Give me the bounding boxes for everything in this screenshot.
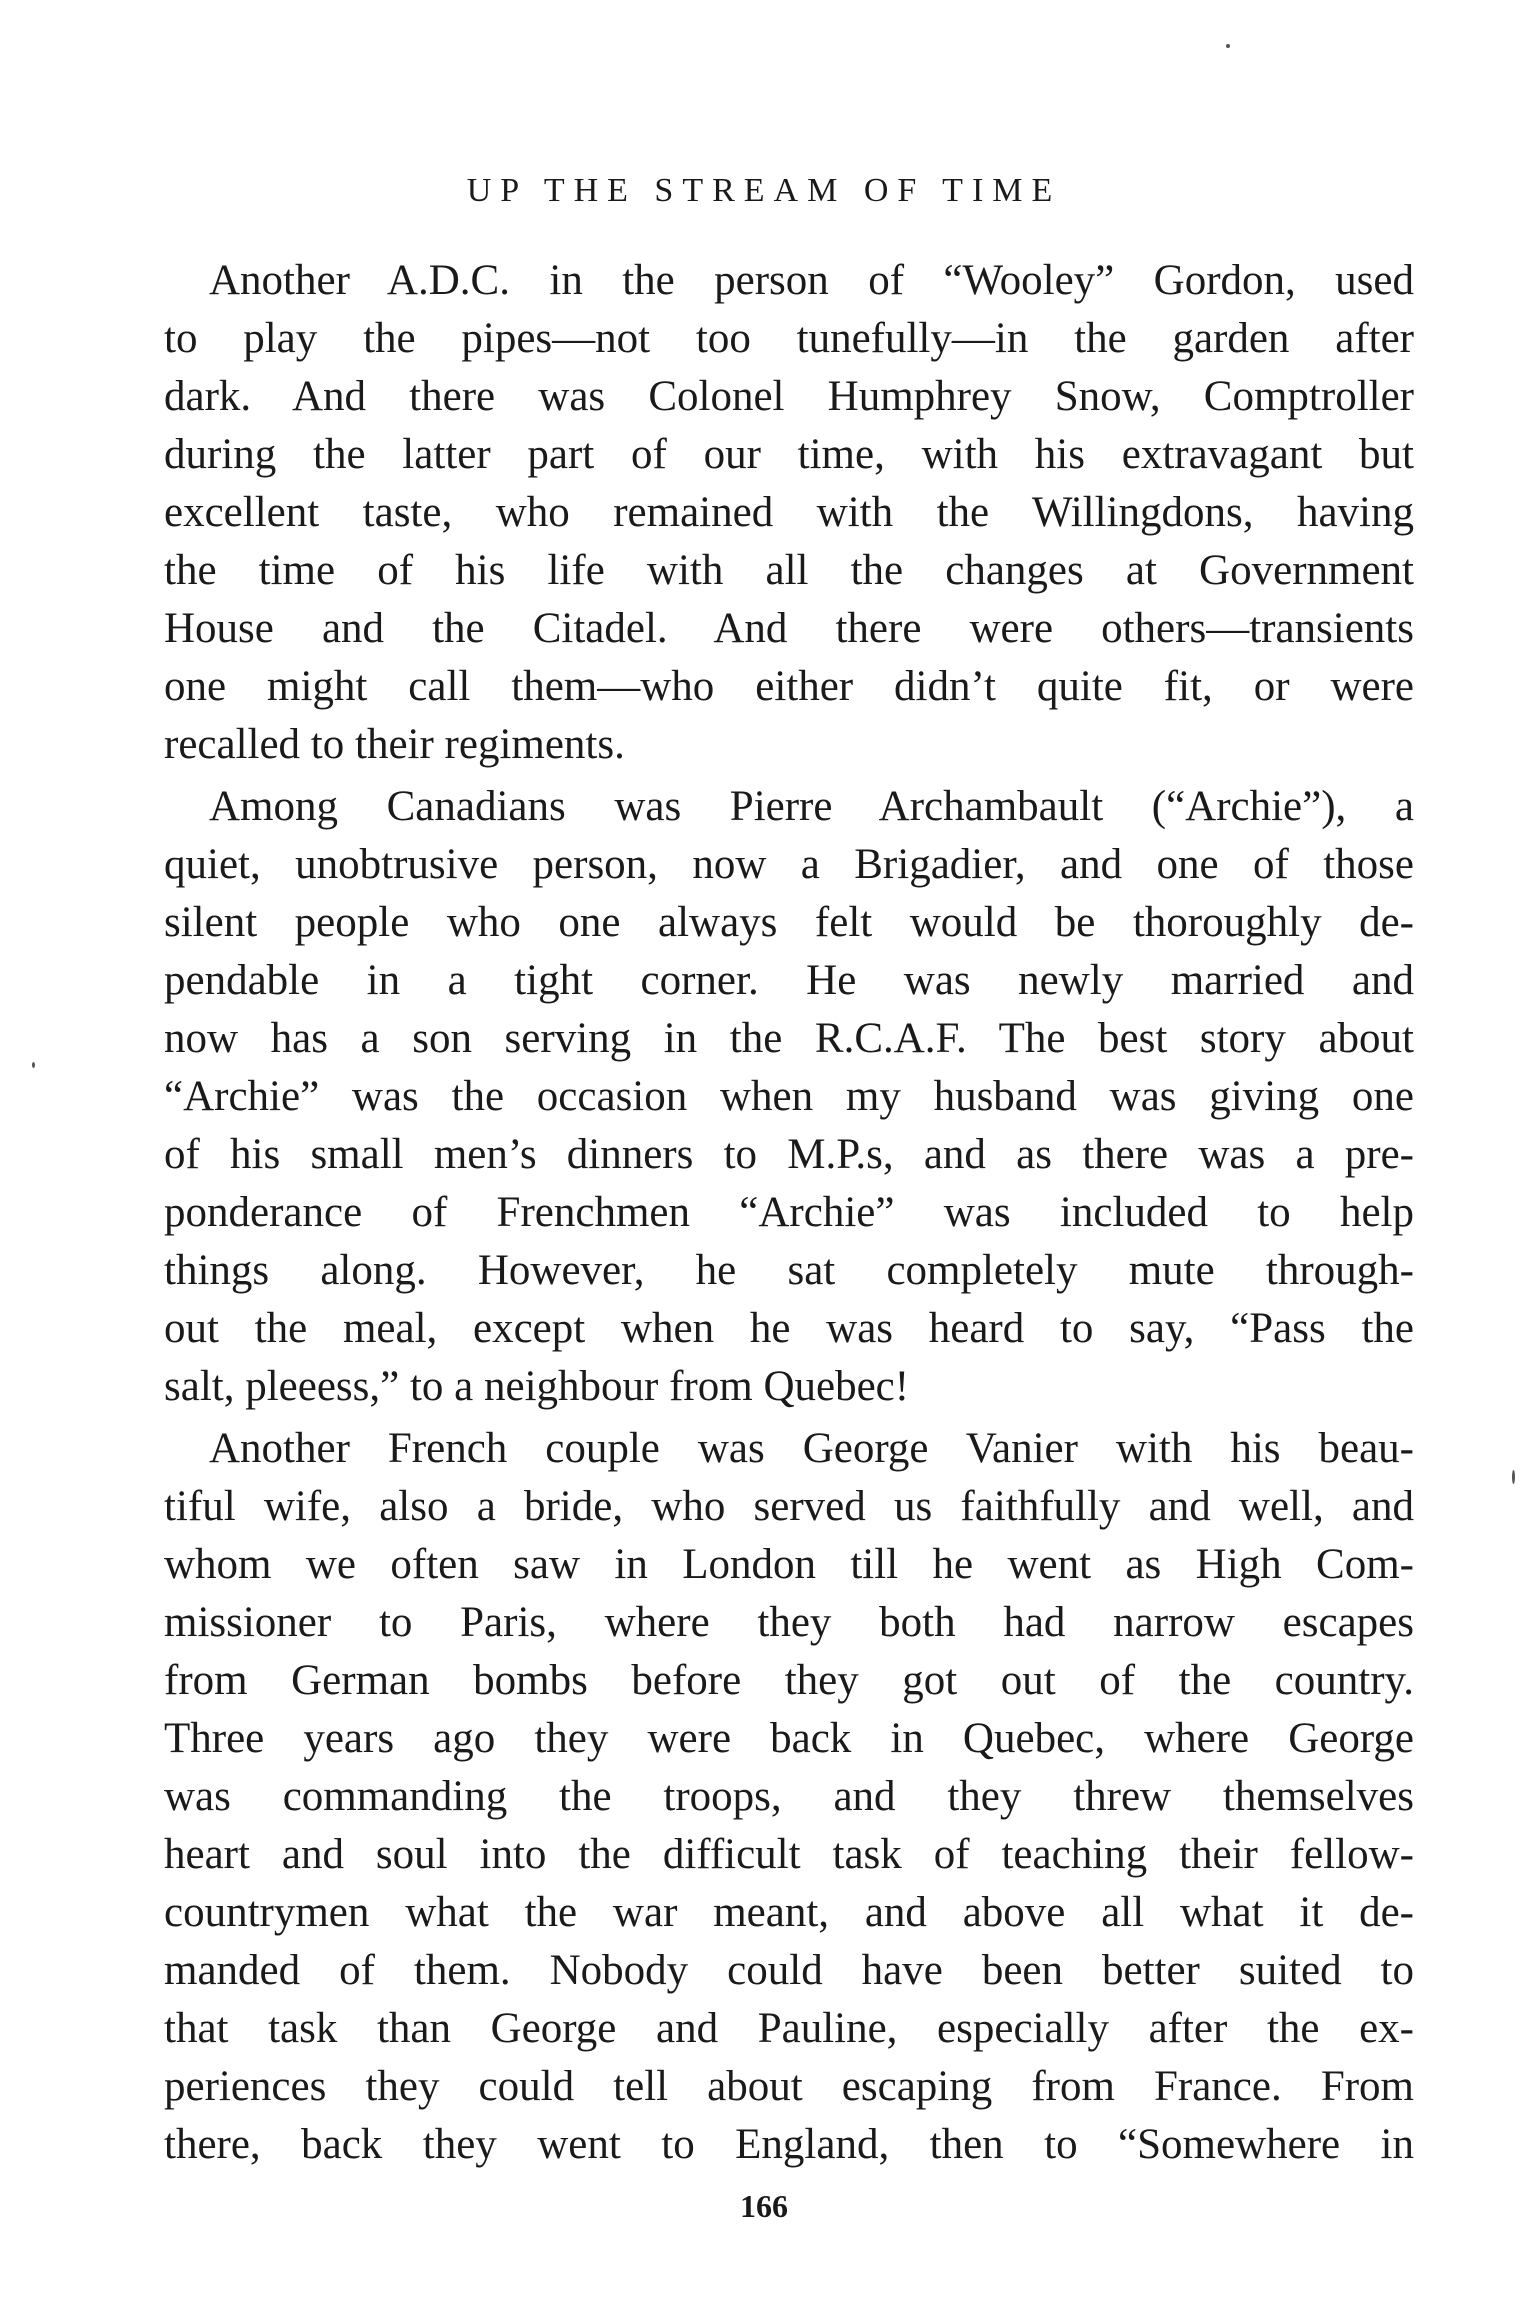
text-line: whom we often saw in London till he went as High Com-: [164, 1541, 1414, 1588]
text-line: there, back they went to England, then to “Somewhere in: [164, 2121, 1414, 2168]
paragraph: [164, 778, 1414, 1416]
text-line: manded of them. Nobody could have been better suited to: [164, 1947, 1414, 1994]
text-line: excellent taste, who remained with the Willingdons, having: [164, 489, 1414, 536]
page-number: 166: [740, 2188, 788, 2224]
text-line: tiful wife, also a bride, who served us faithfully and well, and: [164, 1483, 1414, 1530]
text-line: Another French couple was George Vanier with his beau-: [209, 1425, 1414, 1472]
text-line: periences they could tell about escaping from France. From: [164, 2063, 1414, 2110]
text-line: things along. However, he sat completely mute through-: [164, 1247, 1414, 1294]
text-line: salt, pleeess,” to a neighbour from Quebec!: [164, 1363, 910, 1410]
text-line: missioner to Paris, where they both had narrow escapes: [164, 1599, 1414, 1646]
text-line: one might call them—who either didn’t quite fit, or were: [164, 663, 1414, 710]
text-line: of his small men’s dinners to M.P.s, and as there was a pre-: [164, 1131, 1414, 1178]
text-line: Three years ago they were back in Quebec, where George: [164, 1715, 1414, 1762]
text-line: now has a son serving in the R.C.A.F. The best story about: [164, 1015, 1414, 1062]
scan-speck: [32, 1062, 35, 1068]
paragraph: [164, 1420, 1414, 2174]
text-line: countrymen what the war meant, and above all what it de-: [164, 1889, 1414, 1936]
body-text: [164, 252, 1414, 2174]
running-head: UP THE STREAM OF TIME: [466, 172, 1062, 209]
text-line: out the meal, except when he was heard to say, “Pass the: [164, 1305, 1414, 1352]
text-line: quiet, unobtrusive person, now a Brigadier, and one of those: [164, 841, 1414, 888]
text-line: pendable in a tight corner. He was newly married and: [164, 957, 1414, 1004]
text-line: ponderance of Frenchmen “Archie” was included to help: [164, 1189, 1414, 1236]
text-line: silent people who one always felt would be thoroughly de-: [164, 899, 1414, 946]
scan-speck: [1226, 44, 1230, 48]
text-line: heart and soul into the difficult task of teaching their fellow-: [164, 1831, 1414, 1878]
text-line: Another A.D.C. in the person of “Wooley” Gordon, used: [209, 257, 1414, 304]
text-line: recalled to their regiments.: [164, 721, 625, 768]
text-line: House and the Citadel. And there were others—transients: [164, 605, 1414, 652]
text-line: “Archie” was the occasion when my husband was giving one: [164, 1073, 1414, 1120]
text-line: Among Canadians was Pierre Archambault (“Archie”), a: [209, 783, 1414, 830]
text-line: the time of his life with all the changes at Government: [164, 547, 1414, 594]
text-line: during the latter part of our time, with his extravagant but: [164, 431, 1414, 478]
scan-speck: [1512, 1470, 1515, 1484]
text-line: from German bombs before they got out of the country.: [164, 1657, 1414, 1704]
text-line: to play the pipes—not too tunefully—in the garden after: [164, 315, 1414, 362]
text-line: that task than George and Pauline, especially after the ex-: [164, 2005, 1414, 2052]
paragraph: [164, 252, 1414, 774]
text-line: dark. And there was Colonel Humphrey Snow, Comptroller: [164, 373, 1414, 420]
text-line: was commanding the troops, and they threw themselves: [164, 1773, 1414, 1820]
